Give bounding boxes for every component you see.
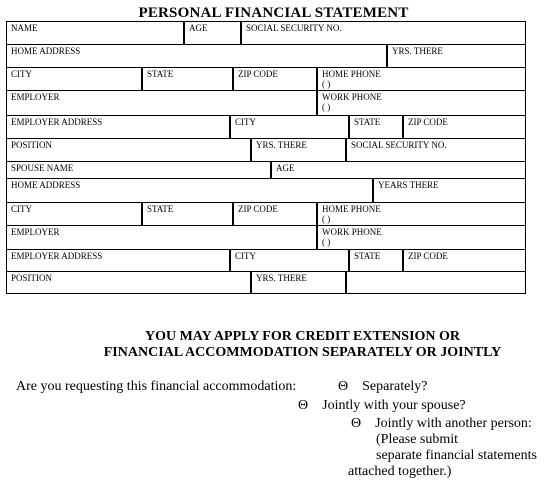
option-jointly-spouse-label: Jointly with your spouse? (322, 398, 466, 413)
spouse-employer-zip-field[interactable] (403, 249, 526, 272)
position-yrs-there-label: YRS. THERE (256, 140, 307, 150)
city-label: CITY (11, 69, 32, 79)
spouse-position-field[interactable] (6, 271, 251, 294)
age-label: AGE (189, 23, 208, 33)
position-label: POSITION (11, 140, 53, 150)
zip-code-field[interactable] (233, 67, 317, 91)
position-ssn-label: SOCIAL SECURITY NO. (351, 140, 447, 150)
spouse-home-address-field[interactable] (6, 178, 373, 203)
state-label: STATE (147, 69, 174, 79)
spouse-years-there-label: YEARS THERE (378, 180, 439, 190)
home-phone-field[interactable] (317, 67, 526, 91)
spouse-name-field[interactable] (6, 161, 271, 179)
employer-city-field[interactable] (230, 115, 349, 139)
yrs-there-field[interactable] (387, 44, 526, 68)
spouse-age-label: AGE (276, 163, 295, 173)
phone-area-code: ( ) (322, 102, 331, 112)
position-field[interactable] (6, 138, 251, 162)
option-jointly-spouse[interactable] (298, 398, 466, 414)
employer-state-field[interactable] (349, 115, 403, 139)
spouse-home-address-label: HOME ADDRESS (11, 180, 81, 190)
spouse-work-phone-label: WORK PHONE (322, 227, 382, 237)
city-field[interactable] (6, 67, 142, 91)
phone-area-code: ( ) (322, 79, 331, 89)
position-yrs-there-field[interactable] (251, 138, 346, 162)
employer-zip-field[interactable] (403, 115, 526, 139)
spouse-employer-state-field[interactable] (349, 249, 403, 272)
phone-area-code: ( ) (322, 237, 331, 247)
employer-zip-label: ZIP CODE (408, 117, 448, 127)
ssn-label: SOCIAL SECURITY NO. (246, 23, 342, 33)
employer-label: EMPLOYER (11, 92, 60, 102)
spouse-employer-address-label: EMPLOYER ADDRESS (11, 251, 103, 261)
spouse-employer-state-label: STATE (354, 251, 381, 261)
state-field[interactable] (142, 67, 233, 91)
option-note-line-2: separate financial statements (376, 448, 537, 463)
spouse-state-field[interactable] (142, 202, 233, 226)
employer-address-field[interactable] (6, 115, 230, 139)
spouse-work-phone-field[interactable] (317, 225, 526, 250)
spouse-employer-city-field[interactable] (230, 249, 349, 272)
yrs-there-label: YRS. THERE (392, 46, 443, 56)
home-address-label: HOME ADDRESS (11, 46, 81, 56)
spouse-state-label: STATE (147, 204, 174, 214)
home-phone-label: HOME PHONE (322, 69, 381, 79)
position-ssn-field[interactable] (346, 138, 526, 162)
spouse-home-phone-label: HOME PHONE (322, 204, 381, 214)
section-heading-line-2: FINANCIAL ACCOMMODATION SEPARATELY OR JOINTLY (103, 345, 502, 360)
spouse-blank-field[interactable] (346, 271, 526, 294)
employer-city-label: CITY (235, 117, 256, 127)
spouse-employer-label: EMPLOYER (11, 227, 60, 237)
name-label: NAME (11, 23, 38, 33)
spouse-yrs-there-field[interactable] (251, 271, 346, 294)
work-phone-label: WORK PHONE (322, 92, 382, 102)
radio-circle-icon[interactable]: Θ (298, 398, 309, 413)
option-separately[interactable] (338, 379, 427, 395)
option-jointly-other-label: Jointly with another person: (375, 416, 532, 431)
statement-form-grid (6, 21, 526, 293)
section-heading-line-1: YOU MAY APPLY FOR CREDIT EXTENSION OR (144, 329, 461, 344)
spouse-city-label: CITY (11, 204, 32, 214)
option-note-line-3: attached together.) (348, 464, 452, 479)
age-field[interactable] (184, 21, 241, 45)
spouse-name-label: SPOUSE NAME (11, 163, 74, 173)
option-note-line-1: (Please submit (376, 432, 459, 447)
radio-circle-icon[interactable]: Θ (338, 379, 349, 394)
spouse-zip-code-label: ZIP CODE (238, 204, 278, 214)
spouse-employer-field[interactable] (6, 225, 317, 250)
radio-circle-icon[interactable]: Θ (351, 416, 362, 431)
spouse-yrs-there-label: YRS. THERE (256, 273, 307, 283)
employer-state-label: STATE (354, 117, 381, 127)
spouse-zip-code-field[interactable] (233, 202, 317, 226)
page-title: PERSONAL FINANCIAL STATEMENT (138, 5, 409, 21)
accommodation-question: Are you requesting this financial accommodation: (16, 379, 297, 394)
spouse-employer-zip-label: ZIP CODE (408, 251, 448, 261)
spouse-position-label: POSITION (11, 273, 53, 283)
spouse-employer-city-label: CITY (235, 251, 256, 261)
phone-area-code: ( ) (322, 214, 331, 224)
employer-field[interactable] (6, 90, 317, 116)
spouse-city-field[interactable] (6, 202, 142, 226)
zip-code-label: ZIP CODE (238, 69, 278, 79)
spouse-home-phone-field[interactable] (317, 202, 526, 226)
work-phone-field[interactable] (317, 90, 526, 116)
option-jointly-other[interactable] (351, 416, 532, 432)
spouse-years-there-field[interactable] (373, 178, 526, 203)
employer-address-label: EMPLOYER ADDRESS (11, 117, 103, 127)
ssn-field[interactable] (241, 21, 526, 45)
name-field[interactable] (6, 21, 184, 45)
spouse-age-field[interactable] (271, 161, 526, 179)
home-address-field[interactable] (6, 44, 387, 68)
option-separately-label: Separately? (362, 379, 428, 394)
spouse-employer-address-field[interactable] (6, 249, 230, 272)
